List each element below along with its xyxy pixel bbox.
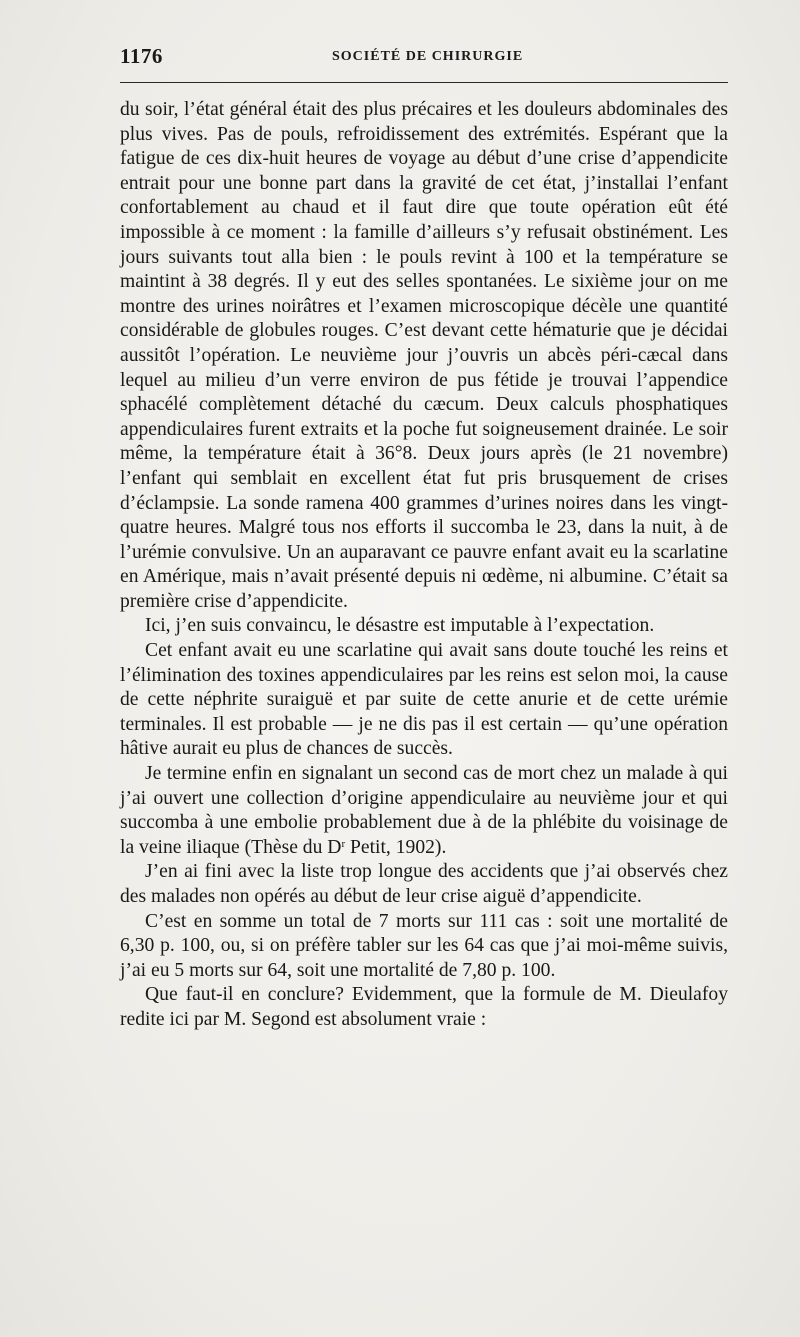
running-title: SOCIÉTÉ DE CHIRURGIE [332, 49, 524, 64]
doctor-abbreviation-superscript: r [341, 837, 346, 850]
header-rule [120, 82, 728, 83]
paragraph-5: J’en ai fini avec la liste trop longue des accidents que j’ai observés chez des malades non opérés au début de leur crise aiguë d’appendicite. [120, 861, 728, 907]
paragraph-6: C’est en somme un total de 7 morts sur 111 cas : soit une mortalité de 6,30 p. 100, ou, si on préfère tabler sur les 64 cas que j’ai moi-même suivis, j’ai eu 5 morts sur 64, soit une mortalité de 7,80 p. 100. [120, 910, 728, 981]
body-text [120, 98, 728, 1033]
paragraph-7: Que faut-il en conclure? Evidemment, que la formule de M. Dieulafoy redite ici par M. Segond est absolument vraie : [120, 984, 728, 1030]
paragraph-4-text: Je termine enfin en signalant un second cas de mort chez un malade à qui j’ai ouvert une collection d’origine appendiculaire au neuvième jour et qui succomba à une embolie probablement due à de la phlébite du voisinage de la veine iliaque (Thèse du D [120, 763, 728, 858]
page-number: 1176 [120, 44, 163, 68]
paragraph-2: Ici, j’en suis convaincu, le désastre est imputable à l’expectation. [145, 615, 655, 637]
paragraph-4 [120, 762, 728, 860]
paragraph-1: du soir, l’état général était des plus précaires et les douleurs abdominales des plus vives. Pas de pouls, refroidissement des extrémités. Espérant que la fatigue de ces dix-huit heures de voyage au début d’une crise d’appendicite entrait pour une bonne part dans la gravité de cet état, j’installai l’enfant confortablement au chaud et il faut dire que toute opération eût été impossible à ce moment : la famille d’ailleurs s’y refusait obstinément. Les jours suivants tout alla bien : le pouls revint à 100 et la température se maintint à 38 degrés. Il y eut des selles spontanées. Le sixième jour on me montre des urines noirâtres et l’examen microscopique décèle une quantité considérable de globules rouges. C’est devant cette hématurie que je décidai aussitôt l’opération. Le neuvième jour j’ouvris un abcès péri-cæcal dans lequel au milieu d’un verre environ de pus fétide je trouvai l’appendice sphacélé complètement détaché du cæcum. Deux calculs phosphatiques appendiculaires furent extraits et la poche fut soigneusement drainée. Le soir même, la température était à 36°8. Deux jours après (le 21 novembre) l’enfant qui semblait en excellent état fut pris brusquement de crises d’éclampsie. La sonde ramena 400 grammes d’urines noires dans les vingt-quatre heures. Malgré tous nos efforts il succomba le 23, dans la nuit, à de l’urémie convulsive. Un an auparavant ce pauvre enfant avait eu la scarlatine en Amérique, mais n’avait présenté depuis ni œdème, ni albumine. C’était sa première crise d’appendicite. [120, 99, 728, 612]
paragraph-4-text-end: Petit, 1902). [345, 836, 447, 858]
paragraph-3: Cet enfant avait eu une scarlatine qui avait sans doute touché les reins et l’élimination des toxines appendiculaires par les reins est selon moi, la cause de cette néphrite suraiguë et par suite de cette anurie et de cette urémie terminales. Il est probable — je ne dis pas il est certain — qu’une opération hâtive aurait eu plus de chances de succès. [120, 640, 728, 760]
page-header [120, 44, 728, 70]
